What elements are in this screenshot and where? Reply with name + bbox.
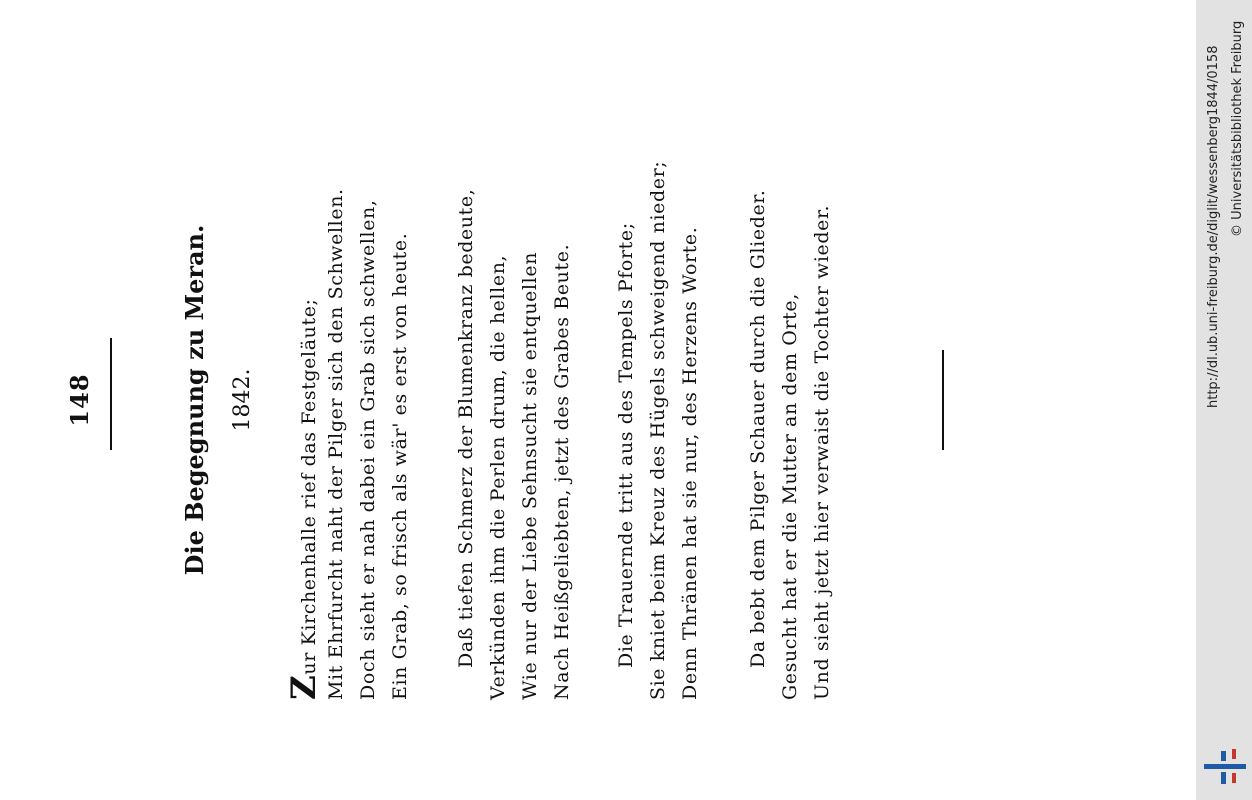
page-content [65, 0, 1120, 800]
poem-line [284, 60, 324, 700]
poem-year: 1842. [230, 368, 255, 432]
logo-bar [1232, 773, 1236, 783]
copyright-notice: © Universitätsbibliothek Freiburg [1230, 20, 1245, 237]
poem-line: Nach Heißgeliebten, jetzt des Grabes Beute. [551, 243, 573, 700]
poem-line: Die Trauernde tritt aus des Tempels Pforte; [615, 222, 637, 668]
stanza-2 [450, 60, 578, 700]
logo-bar [1221, 772, 1226, 784]
drop-cap: Z [284, 674, 324, 700]
ub-freiburg-logo-icon [1204, 745, 1246, 787]
poem-line: Denn Thränen hat sie nur, des Herzens Worte. [679, 226, 701, 700]
logo-bar [1232, 749, 1236, 759]
logo-bar [1204, 764, 1246, 769]
section-rule [942, 350, 944, 450]
source-url-link[interactable]: http://dl.ub.uni-freiburg.de/diglit/wessenberg1844/0158 [1206, 45, 1221, 408]
stanza-3 [610, 60, 706, 700]
poem-line: Daß tiefen Schmerz der Blumenkranz bedeute, [455, 188, 477, 668]
poem-line: Und sieht jetzt hier verwaist die Tochter wieder. [811, 204, 833, 700]
header-rule [110, 338, 112, 450]
poem-line: Wie nur der Liebe Sehnsucht sie entquellen [519, 251, 541, 700]
poem-line: Mit Ehrfurcht naht der Pilger sich den Schwellen. [325, 188, 347, 700]
poem-line: Gesucht hat er die Mutter an dem Orte, [779, 293, 801, 700]
poem-line: Doch sieht er nah dabei ein Grab sich schwellen, [357, 199, 379, 700]
poem-line: Da bebt dem Pilger Schauer durch die Glieder. [747, 189, 769, 668]
poem-line-rest: ur Kirchenhalle rief das Festgeläute; [298, 298, 320, 675]
stanza-4 [742, 60, 838, 700]
poem-title: Die Begegnung zu Meran. [180, 224, 209, 576]
poem-line: Sie kniet beim Kreuz des Hügels schweigend nieder; [647, 160, 669, 700]
page-number: 148 [65, 373, 94, 427]
logo-bar [1221, 751, 1226, 761]
poem-line: Ein Grab, so frisch als wär' es erst von heute. [389, 232, 411, 700]
stanza-1 [284, 60, 416, 700]
poem-line: Verkünden ihm die Perlen drum, die hellen, [487, 254, 509, 700]
